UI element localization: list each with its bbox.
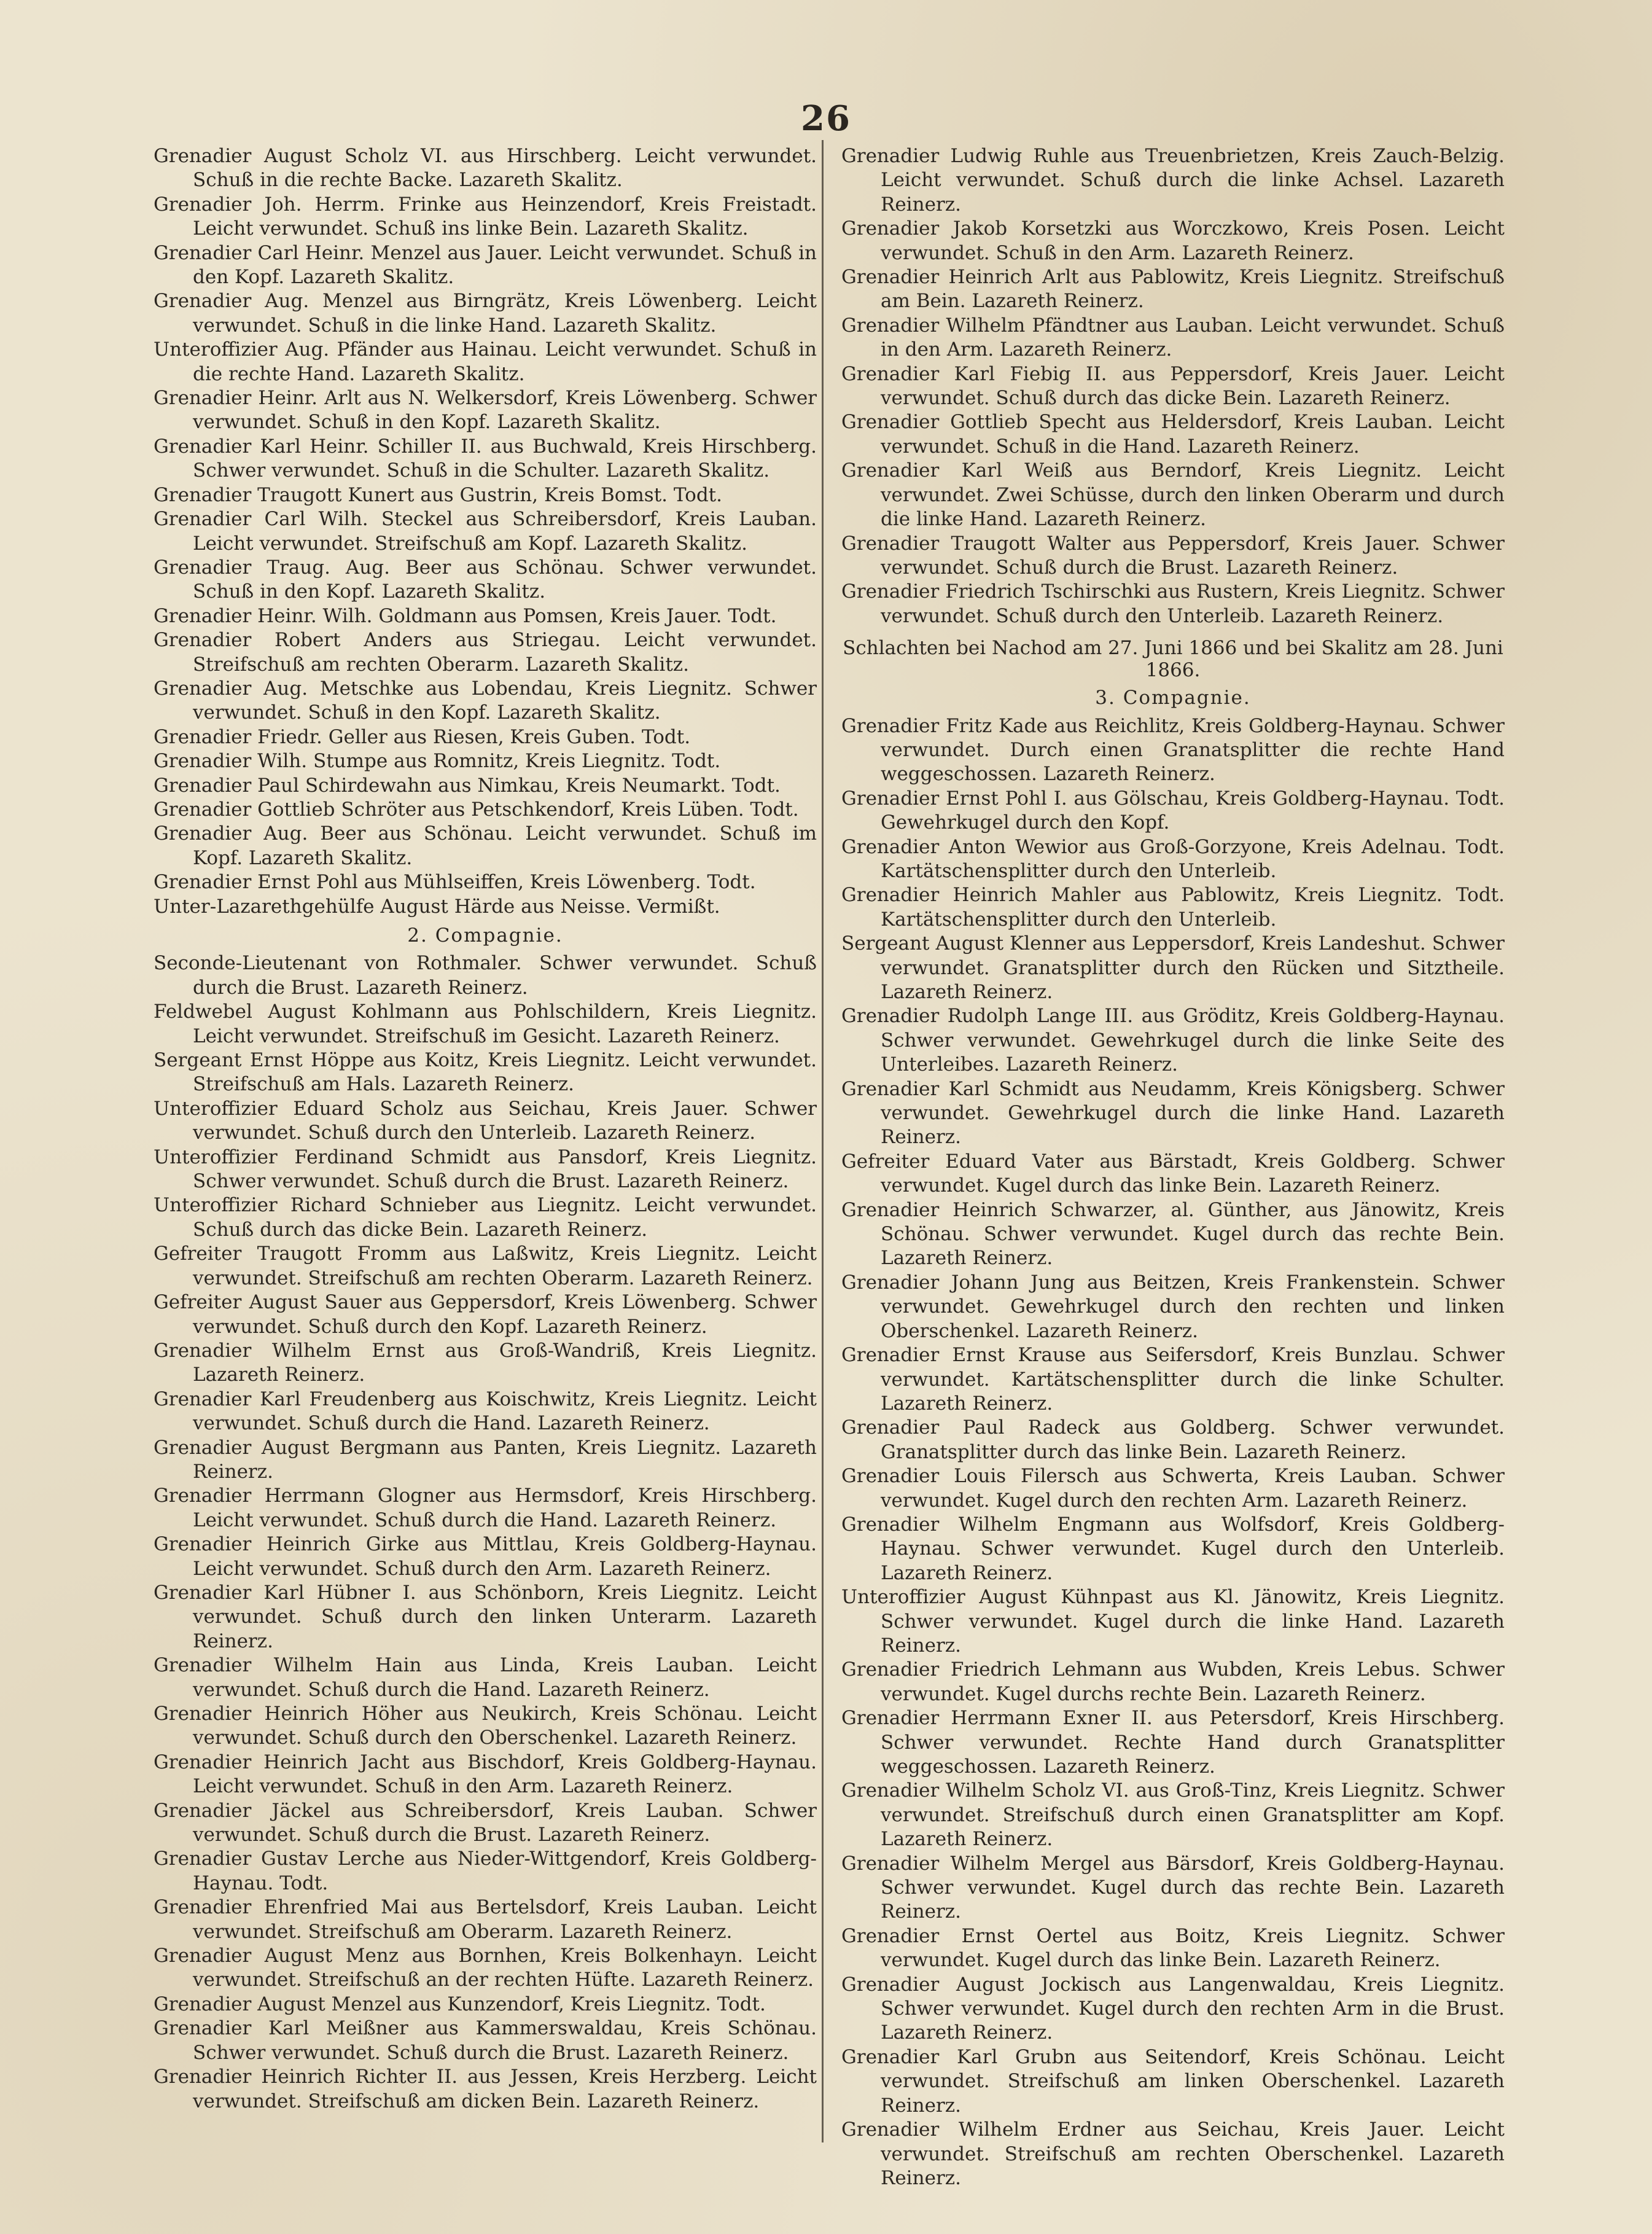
casualty-entry: Grenadier Karl Fiebig II. aus Peppersdorf, Kreis Jauer. Leicht verwundet. Schuß durch das dicke Bein. Lazareth Reinerz. [841, 362, 1505, 410]
casualty-entry: Grenadier Aug. Metschke aus Lobendau, Kreis Liegnitz. Schwer verwundet. Schuß in den Kopf. Lazareth Skalitz. [154, 677, 817, 724]
casualty-entry: Grenadier Heinrich Arlt aus Pablowitz, Kreis Liegnitz. Streifschuß am Bein. Lazareth Reinerz. [841, 266, 1505, 313]
casualty-entry: Grenadier Wilhelm Pfändtner aus Lauban. Leicht verwundet. Schuß in den Arm. Lazareth Reinerz. [841, 314, 1505, 361]
page-number: 26 [801, 98, 851, 139]
casualty-entry: Grenadier Jäckel aus Schreibersdorf, Kreis Lauban. Schwer verwundet. Schuß durch die Brust. Lazareth Reinerz. [154, 1799, 817, 1846]
casualty-entry: Unteroffizier Aug. Pfänder aus Hainau. Leicht verwundet. Schuß in die rechte Hand. Lazareth Skalitz. [154, 338, 817, 385]
casualty-entry: Grenadier Aug. Menzel aus Birngrätz, Kreis Löwenberg. Leicht verwundet. Schuß in die linke Hand. Lazareth Skalitz. [154, 290, 817, 337]
casualty-entry: Grenadier Herrmann Exner II. aus Petersdorf, Kreis Hirschberg. Schwer verwundet. Rechte Hand durch Granatsplitter weggeschossen. Lazareth Reinerz. [841, 1707, 1505, 1778]
casualty-entry: Unter-Lazarethgehülfe August Härde aus Neisse. Vermißt. [154, 895, 720, 918]
casualty-entry: Grenadier August Jockisch aus Langenwaldau, Kreis Liegnitz. Schwer verwundet. Kugel durch den rechten Arm in die Brust. Lazareth Reinerz. [841, 1973, 1505, 2044]
casualty-entry: Grenadier Ernst Pohl aus Mühlseiffen, Kreis Löwenberg. Todt. [154, 871, 756, 894]
casualty-entry: Grenadier Wilhelm Hain aus Linda, Kreis Lauban. Leicht verwundet. Schuß durch die Hand. Lazareth Reinerz. [154, 1654, 817, 1701]
right-column [841, 144, 1505, 2190]
section-heading: 2. Compagnie. [407, 924, 563, 947]
casualty-entry: Grenadier Friedrich Tschirschki aus Rustern, Kreis Liegnitz. Schwer verwundet. Schuß durch den Unterleib. Lazareth Reinerz. [841, 580, 1505, 627]
casualty-entry: Grenadier Heinrich Höher aus Neukirch, Kreis Schönau. Leicht verwundet. Schuß durch den Oberschenkel. Lazareth Reinerz. [154, 1703, 817, 1749]
casualty-entry: Grenadier Karl Hübner I. aus Schönborn, Kreis Liegnitz. Leicht verwundet. Schuß durch den linken Unterarm. Lazareth Reinerz. [154, 1581, 817, 1652]
casualty-entry: Grenadier Paul Radeck aus Goldberg. Schwer verwundet. Granatsplitter durch das linke Bein. Lazareth Reinerz. [841, 1416, 1505, 1463]
casualty-entry: Unteroffizier Richard Schnieber aus Liegnitz. Leicht verwundet. Schuß durch das dicke Bein. Lazareth Reinerz. [154, 1194, 817, 1241]
casualty-entry: Grenadier August Scholz VI. aus Hirschberg. Leicht verwundet. Schuß in die rechte Backe. Lazareth Skalitz. [154, 145, 817, 192]
casualty-entry: Unteroffizier Eduard Scholz aus Seichau, Kreis Jauer. Schwer verwundet. Schuß durch den Unterleib. Lazareth Reinerz. [154, 1097, 817, 1144]
casualty-entry: Sergeant Ernst Höppe aus Koitz, Kreis Liegnitz. Leicht verwundet. Streifschuß am Hals. Lazareth Reinerz. [154, 1049, 817, 1096]
casualty-entry: Grenadier Jakob Korsetzki aus Worczkowo, Kreis Posen. Leicht verwundet. Schuß in den Arm. Lazareth Reinerz. [841, 217, 1505, 264]
casualty-entry: Grenadier Herrmann Glogner aus Hermsdorf, Kreis Hirschberg. Leicht verwundet. Schuß durch die Hand. Lazareth Reinerz. [154, 1485, 817, 1531]
casualty-entry: Grenadier Karl Freudenberg aus Koischwitz, Kreis Liegnitz. Leicht verwundet. Schuß durch die Hand. Lazareth Reinerz. [154, 1388, 817, 1435]
casualty-entry: Grenadier Wilhelm Engmann aus Wolfsdorf, Kreis Goldberg-Haynau. Schwer verwundet. Kugel durch den Unterleib. Lazareth Reinerz. [841, 1513, 1505, 1584]
casualty-entry: Grenadier Traug. Aug. Beer aus Schönau. Schwer verwundet. Schuß in den Kopf. Lazareth Skalitz. [154, 556, 817, 603]
casualty-entry: Gefreiter August Sauer aus Geppersdorf, Kreis Löwenberg. Schwer verwundet. Schuß durch den Kopf. Lazareth Reinerz. [154, 1291, 817, 1338]
casualty-entry: Grenadier Karl Heinr. Schiller II. aus Buchwald, Kreis Hirschberg. Schwer verwundet. Schuß in die Schulter. Lazareth Skalitz. [154, 435, 817, 482]
section-heading: 3. Compagnie. [1095, 687, 1251, 709]
casualty-entry: Grenadier August Menz aus Bornhen, Kreis Bolkenhayn. Leicht verwundet. Streifschuß an der rechten Hüfte. Lazareth Reinerz. [154, 1945, 817, 1991]
casualty-entry: Grenadier Gottlieb Schröter aus Petschkendorf, Kreis Lüben. Todt. [154, 798, 799, 821]
casualty-entry: Grenadier August Menzel aus Kunzendorf, Kreis Liegnitz. Todt. [154, 1993, 766, 2015]
casualty-entry: Grenadier Friedrich Lehmann aus Wubden, Kreis Lebus. Schwer verwundet. Kugel durchs rechte Bein. Lazareth Reinerz. [841, 1658, 1505, 1705]
casualty-entry: Grenadier Paul Schirdewahn aus Nimkau, Kreis Neumarkt. Todt. [154, 774, 781, 797]
casualty-entry: Grenadier Wilhelm Mergel aus Bärsdorf, Kreis Goldberg-Haynau. Schwer verwundet. Kugel durch das rechte Bein. Lazareth Reinerz. [841, 1852, 1505, 1923]
battle-heading: Schlachten bei Nachod am 27. Juni 1866 und bei Skalitz am 28. Juni 1866. [843, 637, 1503, 682]
casualty-entry: Grenadier Ernst Krause aus Seifersdorf, Kreis Bunzlau. Schwer verwundet. Kartätschensplitter durch die linke Schulter. Lazareth Reinerz. [841, 1344, 1505, 1415]
casualty-entry: Unteroffizier Ferdinand Schmidt aus Pansdorf, Kreis Liegnitz. Schwer verwundet. Schuß durch die Brust. Lazareth Reinerz. [154, 1146, 817, 1193]
left-column [154, 144, 817, 2114]
casualty-entry: Grenadier Ludwig Ruhle aus Treuenbrietzen, Kreis Zauch-Belzig. Leicht verwundet. Schuß durch die linke Achsel. Lazareth Reinerz. [841, 145, 1505, 216]
casualty-entry: Grenadier Carl Heinr. Menzel aus Jauer. Leicht verwundet. Schuß in den Kopf. Lazareth Skalitz. [154, 241, 817, 289]
casualty-entry: Grenadier Friedr. Geller aus Riesen, Kreis Guben. Todt. [154, 725, 691, 748]
casualty-entry: Grenadier Karl Meißner aus Kammerswaldau, Kreis Schönau. Schwer verwundet. Schuß durch die Brust. Lazareth Reinerz. [154, 2017, 817, 2064]
casualty-entry: Grenadier Wilhelm Scholz VI. aus Groß-Tinz, Kreis Liegnitz. Schwer verwundet. Streifschuß durch einen Granatsplitter am Kopf. Lazareth Reinerz. [841, 1779, 1505, 1851]
casualty-entry: Sergeant August Klenner aus Leppersdorf, Kreis Landeshut. Schwer verwundet. Granatsplitter durch den Rücken und Sitztheile. Lazareth Reinerz. [841, 932, 1505, 1003]
casualty-entry: Grenadier Heinr. Arlt aus N. Welkersdorf, Kreis Löwenberg. Schwer verwundet. Schuß in den Kopf. Lazareth Skalitz. [154, 387, 817, 434]
casualty-entry: Grenadier Traugott Kunert aus Gustrin, Kreis Bomst. Todt. [154, 483, 722, 506]
casualty-entry: Grenadier Traugott Walter aus Peppersdorf, Kreis Jauer. Schwer verwundet. Schuß durch die Brust. Lazareth Reinerz. [841, 532, 1505, 579]
casualty-entry: Grenadier Carl Wilh. Steckel aus Schreibersdorf, Kreis Lauban. Leicht verwundet. Streifschuß am Kopf. Lazareth Skalitz. [154, 508, 817, 555]
casualty-entry: Grenadier Ernst Pohl I. aus Gölschau, Kreis Goldberg-Haynau. Todt. Gewehrkugel durch den Kopf. [841, 787, 1505, 834]
casualty-entry: Grenadier Heinr. Wilh. Goldmann aus Pomsen, Kreis Jauer. Todt. [154, 604, 777, 627]
casualty-entry: Grenadier Ehrenfried Mai aus Bertelsdorf, Kreis Lauban. Leicht verwundet. Streifschuß am Oberarm. Lazareth Reinerz. [154, 1896, 817, 1943]
casualty-entry: Grenadier Heinrich Schwarzer, al. Günther, aus Jänowitz, Kreis Schönau. Schwer verwundet. Kugel durch das rechte Bein. Lazareth Reinerz. [841, 1198, 1505, 1270]
casualty-entry: Grenadier Heinrich Mahler aus Pablowitz, Kreis Liegnitz. Todt. Kartätschensplitter durch den Unterleib. [841, 884, 1505, 931]
casualty-entry: Grenadier Heinrich Jacht aus Bischdorf, Kreis Goldberg-Haynau. Leicht verwundet. Schuß in den Arm. Lazareth Reinerz. [154, 1751, 817, 1798]
casualty-entry: Grenadier Wilhelm Erdner aus Seichau, Kreis Jauer. Leicht verwundet. Streifschuß am rechten Oberschenkel. Lazareth Reinerz. [841, 2119, 1505, 2189]
casualty-entry: Grenadier Wilhelm Ernst aus Groß-Wandriß, Kreis Liegnitz. Lazareth Reinerz. [154, 1339, 817, 1386]
column-divider [822, 140, 824, 2142]
casualty-entry: Grenadier Joh. Herrm. Frinke aus Heinzendorf, Kreis Freistadt. Leicht verwundet. Schuß ins linke Bein. Lazareth Skalitz. [154, 193, 817, 240]
casualty-entry: Grenadier Robert Anders aus Striegau. Leicht verwundet. Streifschuß am rechten Oberarm. Lazareth Skalitz. [154, 629, 817, 676]
casualty-entry: Gefreiter Eduard Vater aus Bärstadt, Kreis Goldberg. Schwer verwundet. Kugel durch das linke Bein. Lazareth Reinerz. [841, 1150, 1505, 1197]
casualty-entry: Grenadier August Bergmann aus Panten, Kreis Liegnitz. Lazareth Reinerz. [154, 1436, 817, 1483]
casualty-entry: Grenadier Gustav Lerche aus Nieder-Wittgendorf, Kreis Goldberg-Haynau. Todt. [154, 1848, 817, 1894]
casualty-entry: Grenadier Aug. Beer aus Schönau. Leicht verwundet. Schuß im Kopf. Lazareth Skalitz. [154, 822, 817, 869]
casualty-entry: Unteroffizier August Kühnpast aus Kl. Jänowitz, Kreis Liegnitz. Schwer verwundet. Kugel durch die linke Hand. Lazareth Reinerz. [841, 1586, 1505, 1657]
casualty-entry: Grenadier Heinrich Girke aus Mittlau, Kreis Goldberg-Haynau. Leicht verwundet. Schuß durch den Arm. Lazareth Reinerz. [154, 1533, 817, 1580]
casualty-entry: Grenadier Karl Grubn aus Seitendorf, Kreis Schönau. Leicht verwundet. Streifschuß am linken Oberschenkel. Lazareth Reinerz. [841, 2045, 1505, 2117]
casualty-entry: Grenadier Ernst Oertel aus Boitz, Kreis Liegnitz. Schwer verwundet. Kugel durch das linke Bein. Lazareth Reinerz. [841, 1924, 1505, 1972]
casualty-entry: Grenadier Johann Jung aus Beitzen, Kreis Frankenstein. Schwer verwundet. Gewehrkugel durch den rechten und linken Oberschenkel. Lazareth Reinerz. [841, 1271, 1505, 1342]
casualty-entry: Grenadier Fritz Kade aus Reichlitz, Kreis Goldberg-Haynau. Schwer verwundet. Durch einen Granatsplitter die rechte Hand weggeschossen. Lazareth Reinerz. [841, 714, 1505, 786]
casualty-entry: Seconde-Lieutenant von Rothmaler. Schwer verwundet. Schuß durch die Brust. Lazareth Reinerz. [154, 952, 817, 999]
casualty-entry: Grenadier Louis Filersch aus Schwerta, Kreis Lauban. Schwer verwundet. Kugel durch den rechten Arm. Lazareth Reinerz. [841, 1465, 1505, 1512]
casualty-entry: Gefreiter Traugott Fromm aus Laßwitz, Kreis Liegnitz. Leicht verwundet. Streifschuß am rechten Oberarm. Lazareth Reinerz. [154, 1243, 817, 1289]
casualty-entry: Grenadier Rudolph Lange III. aus Gröditz, Kreis Goldberg-Haynau. Schwer verwundet. Gewehrkugel durch die linke Seite des Unterleibes. Lazareth Reinerz. [841, 1005, 1505, 1076]
casualty-entry: Feldwebel August Kohlmann aus Pohlschildern, Kreis Liegnitz. Leicht verwundet. Streifschuß im Gesicht. Lazareth Reinerz. [154, 1001, 817, 1047]
casualty-entry: Grenadier Heinrich Richter II. aus Jessen, Kreis Herzberg. Leicht verwundet. Streifschuß am dicken Bein. Lazareth Reinerz. [154, 2066, 817, 2112]
casualty-entry: Grenadier Gottlieb Specht aus Heldersdorf, Kreis Lauban. Leicht verwundet. Schuß in die Hand. Lazareth Reinerz. [841, 411, 1505, 458]
casualty-entry: Grenadier Wilh. Stumpe aus Romnitz, Kreis Liegnitz. Todt. [154, 750, 721, 773]
casualty-entry: Grenadier Karl Weiß aus Berndorf, Kreis Liegnitz. Leicht verwundet. Zwei Schüsse, durch den linken Oberarm und durch die linke Hand. Lazareth Reinerz. [841, 459, 1505, 531]
casualty-entry: Grenadier Anton Wewior aus Groß-Gorzyone, Kreis Adelnau. Todt. Kartätschensplitter durch den Unterleib. [841, 835, 1505, 882]
casualty-entry: Grenadier Karl Schmidt aus Neudamm, Kreis Königsberg. Schwer verwundet. Gewehrkugel durch die linke Hand. Lazareth Reinerz. [841, 1077, 1505, 1149]
